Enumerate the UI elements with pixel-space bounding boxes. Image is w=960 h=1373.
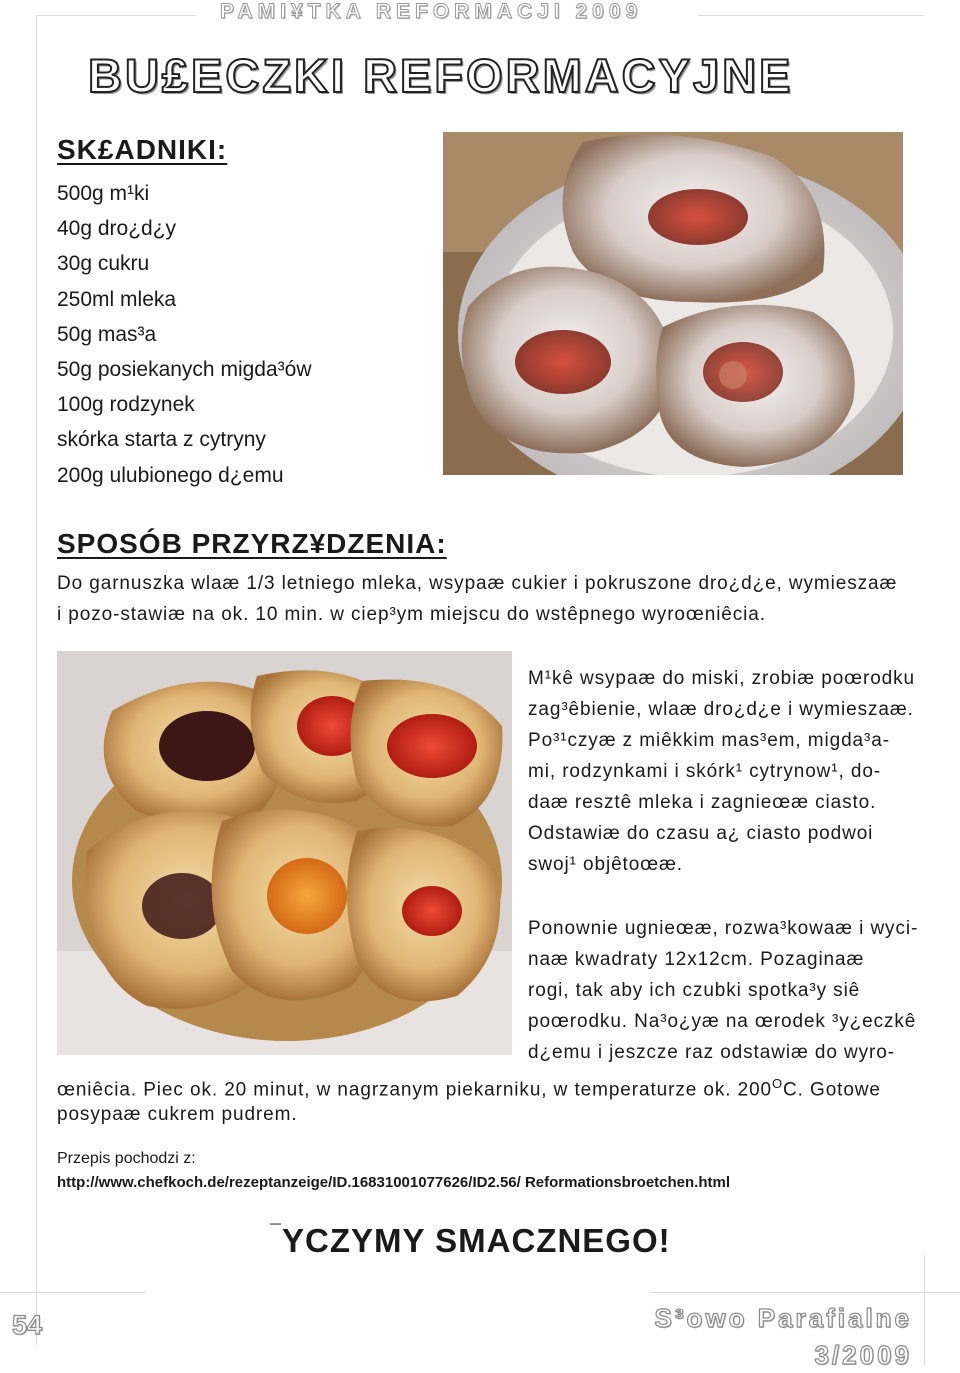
ingredient-item: 100g rodzynek xyxy=(57,393,195,417)
top-rule-left xyxy=(36,15,196,16)
ingredient-item: 50g posiekanych migda³ów xyxy=(57,357,312,381)
ingredient-item: 30g cukru xyxy=(57,252,150,276)
top-rule-right xyxy=(698,15,924,16)
photo-rolls-on-plate xyxy=(443,132,903,475)
header-label: PAMI¥TKA REFORMACJI 2009 xyxy=(220,0,643,23)
method-step3-line: naæ kwadraty 12x12cm. Pozaginaæ xyxy=(528,949,865,970)
ingredient-item: 200g ulubionego d¿emu xyxy=(57,463,284,487)
method-step2-line: daæ resztê mleka i zagnieœæ ciasto. xyxy=(528,792,877,813)
method-step3 xyxy=(528,913,919,1073)
degree-mark: O xyxy=(772,1076,784,1091)
method-intro xyxy=(57,568,917,632)
method-step2-line: M¹kê wsypaæ do miski, zrobiæ poœrodku xyxy=(528,668,916,689)
method-heading: SPOSÓB PRZYRZ¥DZENIA: xyxy=(57,528,447,559)
method-step2 xyxy=(528,663,916,883)
method-step2-line: Odstawiæ do czasu a¿ ciasto podwoi xyxy=(528,823,874,844)
source-label: Przepis pochodzi z: xyxy=(57,1150,196,1167)
method-step3-line: poœrodku. Na³o¿yæ na œrodek ³y¿eczkê xyxy=(528,1011,917,1032)
footer-rule-right xyxy=(650,1292,960,1293)
method-step3-continued xyxy=(57,1068,917,1132)
closing-message xyxy=(270,1222,671,1260)
method-step3-full-line: posypaæ cukrem pudrem. xyxy=(57,1104,298,1125)
ingredient-item: 50g mas³a xyxy=(57,322,157,346)
method-step3-full-text-end: C. Gotowe xyxy=(783,1079,881,1101)
page-title: BU£ECZKI REFORMACYJNE xyxy=(88,49,794,102)
left-vertical-rule xyxy=(36,15,37,1345)
page-number: 54 xyxy=(12,1310,43,1340)
footer-rule-left xyxy=(0,1292,145,1293)
ingredient-item: skórka starta z cytryny xyxy=(57,428,266,452)
method-intro-line: i pozo-stawiæ na ok. 10 min. w ciep³ym miejscu do wstêpnego wyroœniêcia. xyxy=(57,604,766,625)
method-step2-line: zag³êbienie, wlaæ dro¿d¿e i wymieszaæ. xyxy=(528,699,914,720)
photo-filled-pastries xyxy=(57,651,512,1055)
method-intro-line: Do garnuszka wlaæ 1/3 letniego mleka, wsypaæ cukier i pokruszone dro¿d¿e, wymieszaæ xyxy=(57,573,898,594)
source-url: http://www.chefkoch.de/rezeptanzeige/ID.16831001077626/ID2.56/ Reformationsbroetchen.html xyxy=(57,1174,730,1191)
method-step2-line: Po³¹czyæ z miêkkim mas³em, migda³a- xyxy=(528,730,890,751)
method-step3-full-text: œniêcia. Piec ok. 20 minut, w nagrzanym piekarniku, w temperaturze ok. 200 xyxy=(57,1079,773,1101)
method-step3-line: rogi, tak aby ich czubki spotka³y siê xyxy=(528,980,861,1001)
closing-accent: ¯ xyxy=(270,1222,283,1244)
ingredient-item: 500g m¹ki xyxy=(57,182,150,205)
issue-number: 3/2009 xyxy=(814,1340,912,1370)
closing-text: YCZYMY SMACZNEGO! xyxy=(282,1222,671,1259)
method-step3-line: d¿emu i jeszcze raz odstawiæ do wyro- xyxy=(528,1042,895,1063)
publication-name: S³owo Parafialne xyxy=(654,1303,912,1333)
method-step3-line: Ponownie ugnieœæ, rozwa³kowaæ i wyci- xyxy=(528,918,919,939)
method-step2-line: swoj¹ objêtoœæ. xyxy=(528,854,683,875)
ingredient-item: 40g dro¿d¿y xyxy=(57,217,177,241)
ingredient-item: 250ml mleka xyxy=(57,287,177,311)
right-vertical-rule xyxy=(924,1255,925,1365)
ingredients-heading: SK£ADNIKI: xyxy=(57,134,228,165)
ingredients-list xyxy=(57,176,311,493)
method-step2-line: mi, rodzynkami i skórk¹ cytrynow¹, do- xyxy=(528,761,882,782)
